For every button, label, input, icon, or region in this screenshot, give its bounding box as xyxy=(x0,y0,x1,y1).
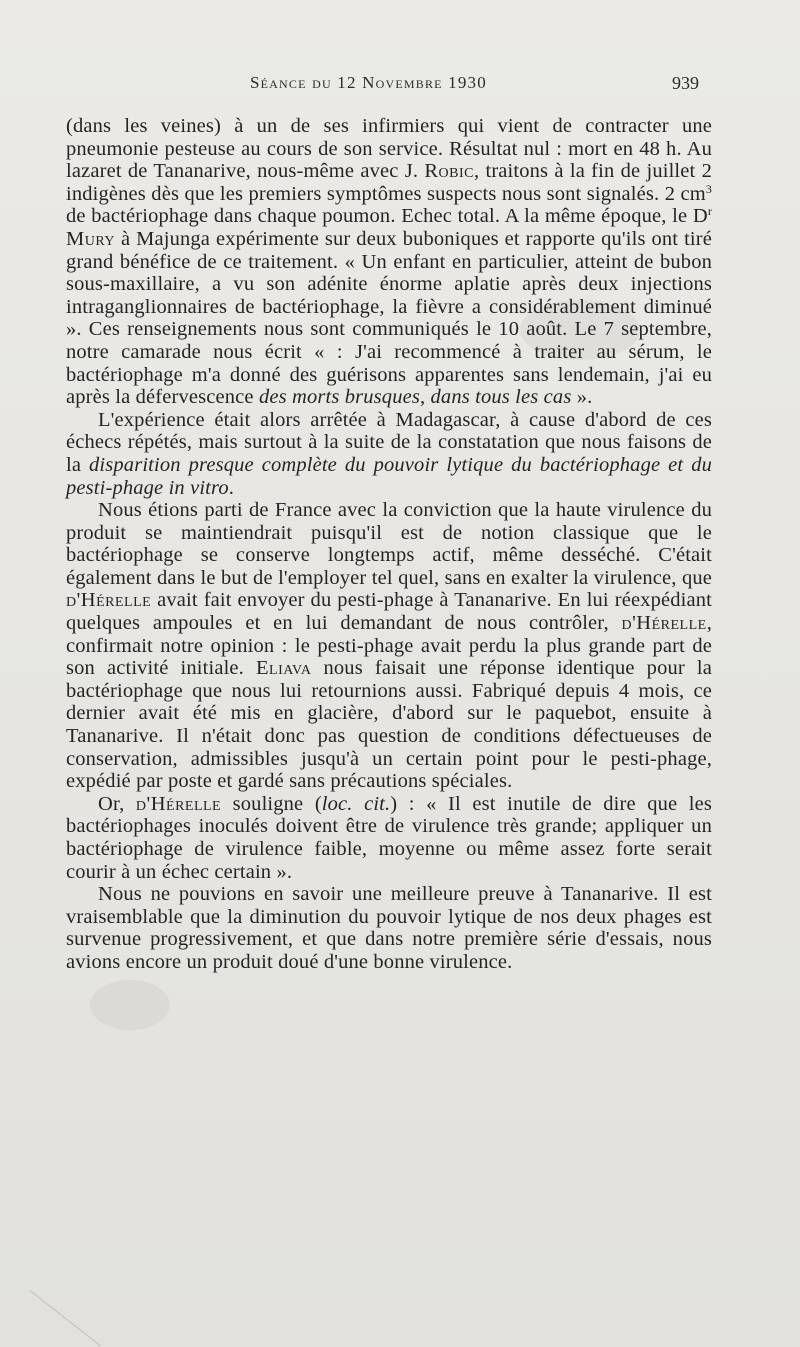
paragraph xyxy=(66,883,712,973)
paragraph xyxy=(66,115,712,409)
author-name: d'Hérelle xyxy=(135,792,222,815)
body-text xyxy=(66,115,712,974)
italic-text: disparition presque complète du pouvoir lytique du bactériophage et du pesti-phage in vitro xyxy=(66,453,712,499)
text-run: nous faisait une réponse identique pour la bactériophage que nous lui retournions aussi. Fabriqué depuis 4 mois, ce dernier avait été mis en glacière, d'abord sur le paquebot, ensuite à Tananarive. Il n'était donc pas question de conditions défectueuses de conservation, admissibles jusqu'à un certain point pour le pesti-phage, expédié par poste et gardé sans précautions spéciales. xyxy=(66,657,712,793)
text-run: Or, xyxy=(98,792,136,815)
text-run: (dans les veines) à un de ses infirmiers qui vient de contracter une pneumonie pesteuse au cours de son service. Résultat nul : mort en 48 h. Au lazaret de Tananarive, nous-même avec J. xyxy=(66,115,712,183)
paragraph xyxy=(66,409,712,499)
running-head: Séance du 12 Novembre 1930 xyxy=(250,73,487,92)
page-number: 939 xyxy=(672,73,699,93)
author-name: d'Hérelle xyxy=(66,589,152,612)
italic-text: des morts brusques, dans tous les cas xyxy=(258,386,572,409)
text-run: ». xyxy=(571,386,593,409)
author-name: d'Hérelle xyxy=(621,612,707,635)
paper-stain xyxy=(90,980,170,1030)
text-run: , traitons à la fin de juillet 2 indigènes dès que les premiers symptômes suspects nous sont signalés. 2 cm xyxy=(66,160,712,205)
superscript: r xyxy=(707,204,712,219)
author-name: Eliava xyxy=(256,657,312,680)
text-run: à Majunga expérimente sur deux buboniques et rapporte qu'ils ont tiré grand bénéfice de ce traitement. « Un enfant en particulier, atteint de bubon sous-maxillaire, a vu son adénite énorme aplatie après deux injections intraganglionnaires de bactériophage, la fièvre a considérablement diminué ». Ces renseignements nous sont communiqués le 10 août. Le 7 septembre, notre camarade nous écrit « : J'ai recommencé à traiter au sérum, le bactériophage m'a donné des guérisons apparentes sans lendemain, j'ai eu après la défervescence xyxy=(66,227,712,409)
paragraph xyxy=(66,499,712,793)
text-run: Nous ne pouvions en savoir une meilleure preuve à Tananarive. Il est vraisemblable que la diminution du pouvoir lytique de nos deux phages est survenue progressivement, et que dans notre première série d'essais, nous avions encore un produit doué d'une bonne virulence. xyxy=(66,883,712,973)
text-run: . xyxy=(228,476,235,499)
italic-text: loc. cit. xyxy=(321,792,391,815)
author-name: Mury xyxy=(66,227,116,250)
superscript: 3 xyxy=(705,181,712,196)
text-run: , confirmait notre opinion : le pesti-phage avait perdu la plus grande part de son activité initiale. xyxy=(66,612,712,680)
paragraph xyxy=(66,793,712,883)
text-run: avait fait envoyer du pesti-phage à Tananarive. En lui réexpédiant quelques ampoules et en lui demandant de nous contrôler, xyxy=(66,589,712,635)
author-name: Robic xyxy=(424,160,474,183)
text-run: Nous étions parti de France avec la conviction que la haute virulence du produit se maintiendrait puisqu'il est de notion classique que le bactériophage se conserve longtemps actif, même desséché. C'était également dans le but de l'employer tel quel, sans en exalter la virulence, que xyxy=(66,499,712,589)
text-run: ) : « Il est inutile de dire que les bactériophages inoculés doivent être de virulence très grande; appliquer un bactériophage de virulence faible, moyenne ou même assez forte serait courir à un échec certain ». xyxy=(66,792,712,883)
text-run: de bactériophage dans chaque poumon. Echec total. A la même époque, le D xyxy=(66,205,708,228)
text-run: L'expérience était alors arrêtée à Madagascar, à cause d'abord de ces échecs répétés, mais surtout à la suite de la constatation que nous faisons de la xyxy=(66,408,712,476)
text-run: souligne ( xyxy=(221,792,322,815)
page-header xyxy=(0,73,800,99)
page-crease xyxy=(29,1290,101,1346)
